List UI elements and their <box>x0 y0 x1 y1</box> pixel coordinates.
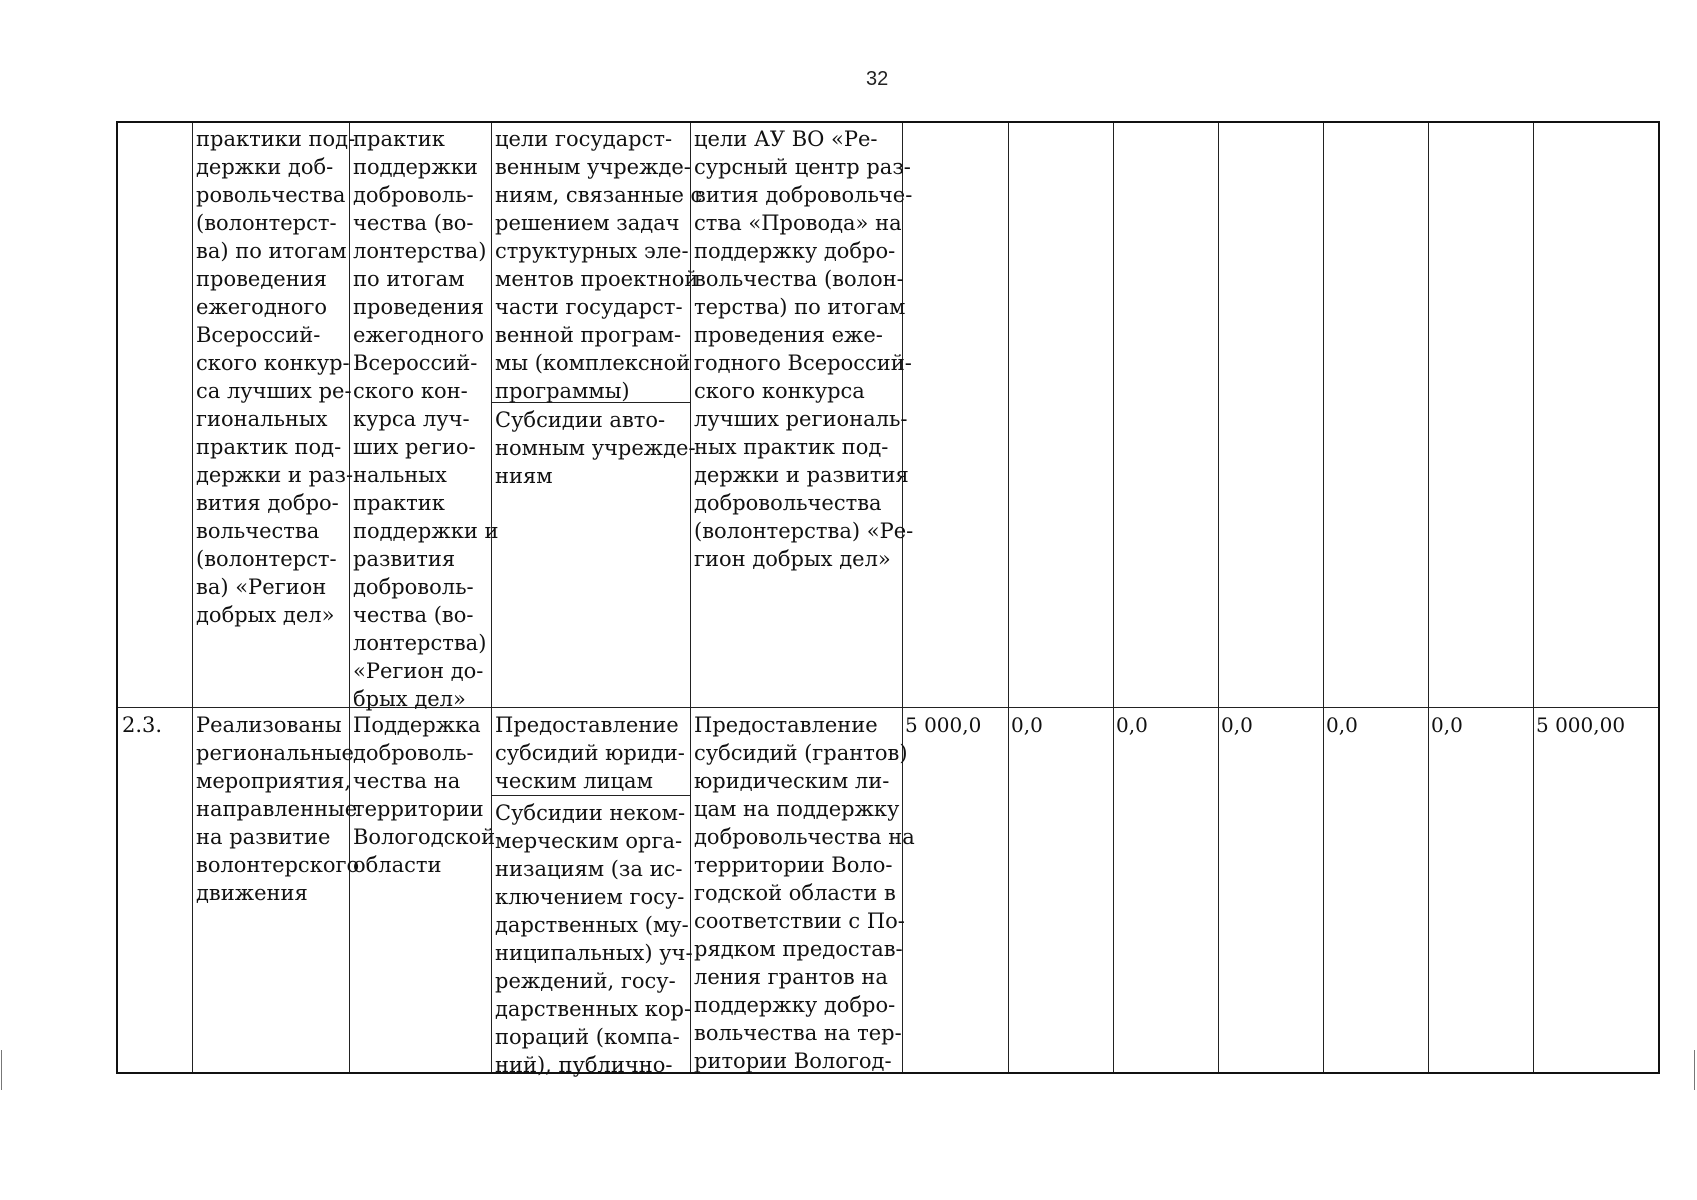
value-year-4: 0,0 <box>1221 713 1253 737</box>
expense-type: Субсидии неком- мерческим орга- низациям (за ис- ключением госу- дарственных (му- ниципальных) уч- реждений, госу- дарственных кор- пораций (компа- ний), публично- <box>495 801 693 1077</box>
result-description: Реализованы региональные мероприятия, направленные на развитие волонтерского движения <box>196 713 360 905</box>
subcell-divider <box>491 795 690 796</box>
column-divider <box>1008 123 1009 1072</box>
value-year-3: 0,0 <box>1116 713 1148 737</box>
value-year-6: 0,0 <box>1431 713 1463 737</box>
expense-explanation: цели АУ ВО «Ре- сурсный центр раз- вития добровольче- ства «Провода» на поддержку добро- вольчества (волон- терства) по итогам проведения еже- годного Всероссий- ского конкурса лучших региональ- ных практик под- держки и развития добровольчества (волонтерства) «Ре- гион добрых дел» <box>694 127 914 571</box>
expense-direction: Предоставление субсидий юриди- ческим лицам <box>495 713 685 793</box>
row-divider <box>118 707 1658 708</box>
event-description: практик поддержки доброволь- чества (во- лонтерства) по итогам проведения ежегодного Всероссий- ского кон- курса луч- ших регио- нальных практик поддержки и развития доброволь- чества (во- лонтерства) «Регион до- брых дел» <box>353 127 499 711</box>
budget-table <box>116 121 1660 1077</box>
expense-type: Субсидии авто- номным учрежде- ниям <box>495 408 696 488</box>
value-year-1: 5 000,0 <box>905 713 982 737</box>
page-number: 32 <box>866 68 889 90</box>
column-divider <box>1323 123 1324 1072</box>
value-year-2: 0,0 <box>1011 713 1043 737</box>
scan-edge-mark <box>1694 1050 1695 1090</box>
column-divider <box>1428 123 1429 1072</box>
value-total: 5 000,00 <box>1536 713 1626 737</box>
column-divider <box>1113 123 1114 1072</box>
expense-direction: цели государст- венным учрежде- ниям, связанные с решением задач структурных эле- ментов проектной части государст- венной програм- мы (комплексной программы) <box>495 127 703 403</box>
column-divider <box>1533 123 1534 1072</box>
value-year-5: 0,0 <box>1326 713 1358 737</box>
column-divider <box>1218 123 1219 1072</box>
scan-edge-mark <box>1 1050 2 1090</box>
column-divider <box>192 123 193 1072</box>
expense-explanation: Предоставление субсидий (грантов) юридическим ли- цам на поддержку добровольчества на территории Воло- годской области в соответствии с По- рядком предостав- ления грантов на поддержку добро- вольчества на тер- ритории Вологод- <box>694 713 915 1073</box>
event-description: Поддержка доброволь- чества на территории Вологодской области <box>353 713 496 877</box>
result-description: практики под- держки доб- ровольчества (волонтерст- ва) по итогам проведения ежегодного Всероссий- ского конкур- са лучших ре- гиональных практик под- держки и раз- вития добро- вольчества (волонтерст- ва) «Регион добрых дел» <box>196 127 356 627</box>
row-number: 2.3. <box>122 713 163 737</box>
